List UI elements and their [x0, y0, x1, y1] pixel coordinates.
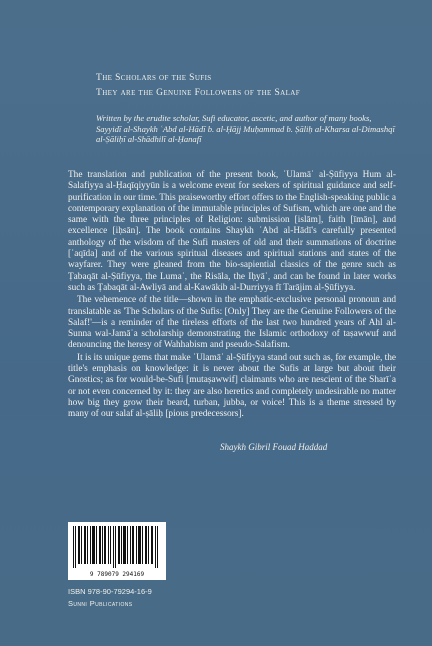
blurb-paragraph-1: The translation and publication of the present book, ʿUlamāʾ al-Ṣūfiyya Hum al-Salafiyya al-Ḥaqīqiyyūn is a welcome event for seekers of spiritual guidance and self-purification in our time. This praiseworthy effort offers to the English-speaking public a contemporary explanation of the immutable principles of Sufism, which are one and the same with the three principles of Religion: submission [islām], faith [īmān], and excellence [iḥsān]. The book contains Shaykh ʿAbd al-Hādī's carefully presented anthology of the wisdom of the Sufi masters of old and their summations of doctrine [ʿaqīda] and of the various spiritual diseases and spiritual stations and states of the wayfarer. They were gleaned from the bio-sapiential classics of the genre such as Ṭabaqāt al-Ṣūfiyya, the Lumaʿ, the Risāla, the Iḥyāʾ, and can be found in later works such as Ṭabaqāt al-Awliyā and al-Kawākib al-Durriyya fī Tarājim al-Ṣūfiyya.: [68, 170, 396, 293]
author-intro: Written by the erudite scholar, Sufi educator, ascetic, and author of many books, Sayyidī al-Shaykh ʿAbd al-Hādī b. al-Ḥājj Muḥammad b. Ṣāliḥ al-Kharsa al-Dimashqī al-Ṣāliḥī al-Shādhilī al-Ḥanafī: [96, 113, 395, 145]
blurb-paragraph-3: It is its unique gems that make ʿUlamāʾ al-Ṣūfiyya stand out such as, for example, the title's emphasis on knowledge: it is never about the Sufis at large but about their Gnostics; as for would-be-Sufi [mutaṣawwif] claimants who are nescient of the Sharīʿa or not even concerned by it: they are also heretics and completely undesirable no matter how big they grow their beard, turban, jubba, or voice! This is a theme stressed by many of our salaf al-ṣāliḥ [pious predecessors].: [68, 352, 396, 420]
isbn: ISBN 978-90-79294-16-9: [68, 587, 152, 596]
title-line-1: The Scholars of the Sufis: [96, 73, 212, 83]
barcode-bars: [73, 526, 161, 568]
publisher: Sunni Publications: [68, 599, 133, 608]
barcode-number: 9 789079 294169: [89, 571, 145, 578]
barcode: [68, 522, 166, 580]
blurb-paragraph-2: The vehemence of the title—shown in the emphatic-exclusive personal pronoun and translatable as 'The Scholars of the Sufis: [Only] They are the Genuine Followers of the Salaf!'—is a reminder of the tireless efforts of the last two hundred years of Ahl al-Sunna wal-Jamāʿa scholarship demonstrating the Islamic orthodoxy of taṣawwuf and denouncing the heresy of Wahhabism and pseudo-Salafism.: [68, 295, 396, 351]
signature: Shaykh Gibril Fouad Haddad: [220, 442, 328, 452]
blurb-body: [68, 170, 396, 422]
title-line-2: They are the Genuine Followers of the Salaf: [96, 88, 301, 98]
